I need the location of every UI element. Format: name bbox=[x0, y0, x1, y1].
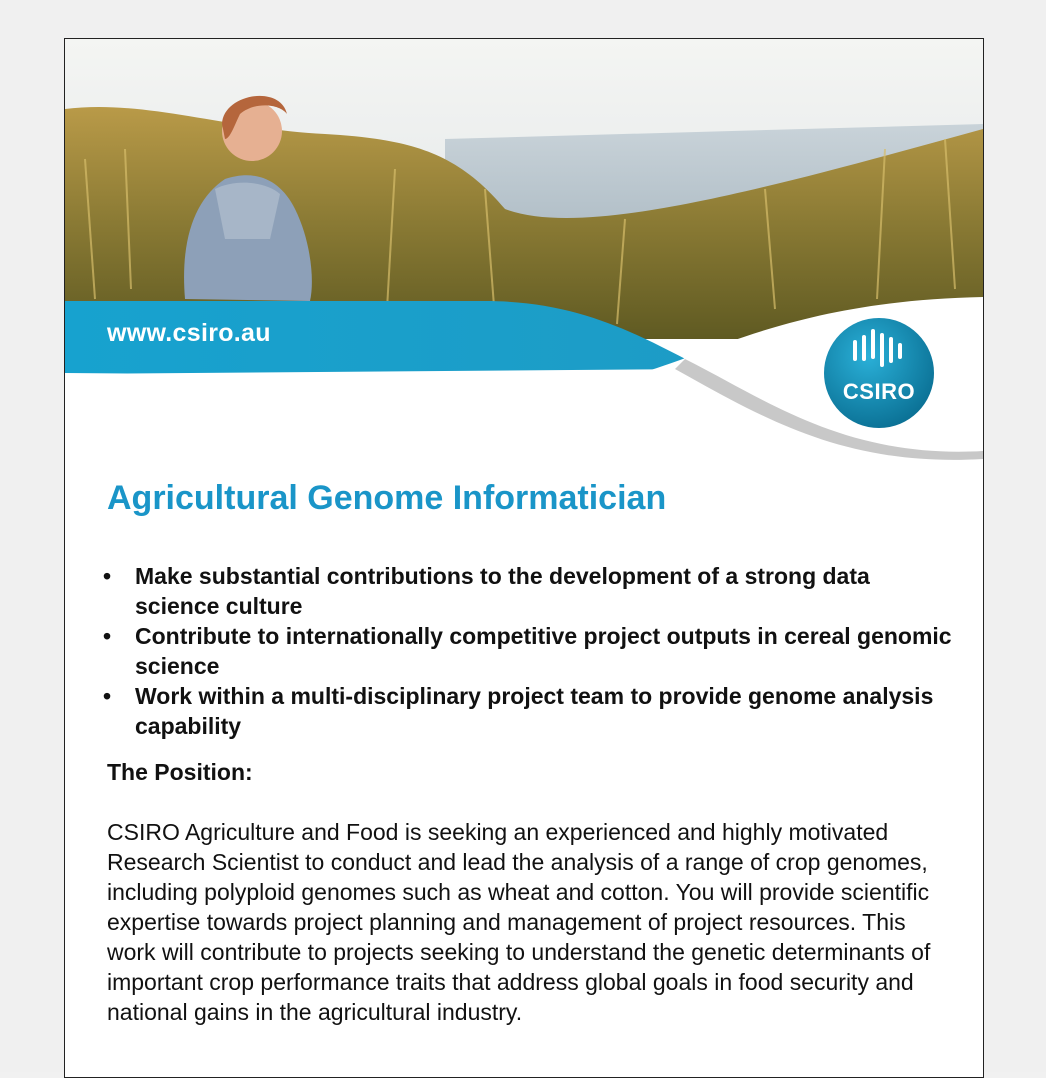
csiro-logo-text: CSIRO bbox=[842, 379, 916, 404]
position-description: CSIRO Agriculture and Food is seeking an experienced and highly motivated Research Scientist to conduct and lead the analysis of a range of crop genomes, including polyploid genomes such as wheat and cotton. You will provide scientific expertise towards project planning and management of project resources. This work will contribute to projects seeking to understand the genetic determinants of important crop performance traits that address global goals in food security and national gains in the agricultural industry. bbox=[107, 819, 931, 1025]
bullet-icon: • bbox=[103, 563, 112, 589]
header-banner bbox=[65, 39, 983, 479]
list-item-text: Contribute to internationally competitive project outputs in cereal genomic science bbox=[135, 623, 952, 679]
page-title: Agricultural Genome Informatician bbox=[107, 479, 667, 517]
bullet-icon: • bbox=[103, 623, 112, 649]
list-item-text: Work within a multi-disciplinary project team to provide genome analysis capability bbox=[135, 683, 934, 739]
list-item bbox=[103, 621, 957, 681]
document-page bbox=[64, 38, 984, 1078]
highlights-list bbox=[103, 561, 957, 741]
list-item-text: Make substantial contributions to the development of a strong data science culture bbox=[135, 563, 870, 619]
section-heading: The Position: bbox=[107, 759, 253, 785]
bullet-icon: • bbox=[103, 683, 112, 709]
list-item bbox=[103, 681, 957, 741]
csiro-logo bbox=[825, 319, 933, 427]
list-item bbox=[103, 561, 957, 621]
website-url: www.csiro.au bbox=[107, 319, 271, 347]
